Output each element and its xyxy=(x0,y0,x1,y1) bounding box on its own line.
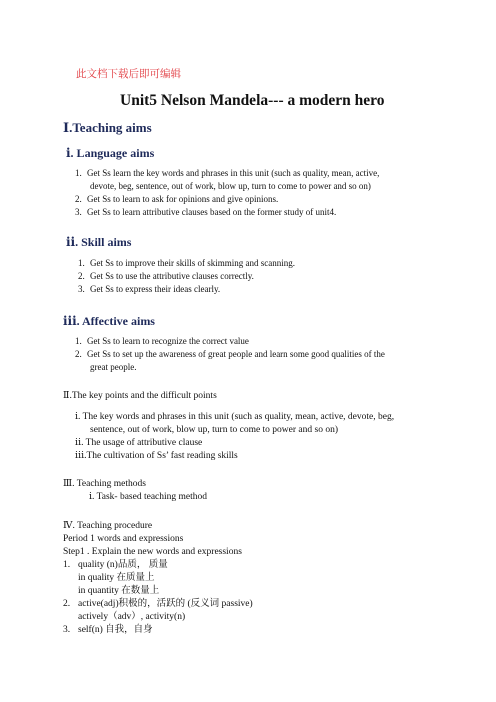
affective-aims-heading: ⅲ. Affective aims xyxy=(63,314,155,328)
skill-aims-heading: ⅱ. Skill aims xyxy=(66,235,132,249)
key-point-1: ⅰ. The key words and phrases in this unit (such as quality, mean, active, devote, beg, xyxy=(75,412,395,422)
download-notice: 此文档下载后即可编辑 xyxy=(76,69,181,80)
skill-aim-1: 1. Get Ss to improve their skills of skimming and scanning. xyxy=(78,258,295,268)
teaching-methods-heading: Ⅲ. Teaching methods xyxy=(63,479,146,489)
vocab-item-2-sub-1: actively（adv）, activity(n) xyxy=(78,612,186,622)
language-aim-1: 1. Get Ss learn the key words and phrases in this unit (such as quality, mean, active, xyxy=(75,168,380,178)
language-aim-3: 3. Get Ss to learn attributive clauses based on the former study of unit4. xyxy=(75,207,337,217)
vocab-item-1: 1. quality (n)品质， 质量 xyxy=(63,560,168,570)
vocab-item-1-sub-1: in quality 在质量上 xyxy=(78,573,155,583)
teaching-method-1: ⅰ. Task- based teaching method xyxy=(89,492,208,502)
skill-aim-2: 2. Get Ss to use the attributive clauses correctly. xyxy=(78,271,254,281)
period-title: Period 1 words and expressions xyxy=(63,534,184,544)
affective-aim-2: 2. Get Ss to set up the awareness of great people and learn some good qualities of the xyxy=(75,349,385,359)
page-title: Unit5 Nelson Mandela--- a modern hero xyxy=(120,92,385,109)
key-point-3: ⅲ.The cultivation of Ss’ fast reading skills xyxy=(75,451,238,461)
vocab-item-2: 2. active(adj)积极的，活跃的 (反义词 passive) xyxy=(63,599,253,609)
key-point-2: ⅱ. The usage of attributive clause xyxy=(75,438,203,448)
affective-aim-2-cont: great people. xyxy=(90,362,137,372)
skill-aim-3: 3. Get Ss to express their ideas clearly. xyxy=(78,284,221,294)
language-aims-heading: ⅰ. Language aims xyxy=(66,146,155,160)
step-title: Step1 . Explain the new words and expressions xyxy=(63,547,242,557)
language-aim-2: 2. Get Ss to learn to ask for opinions and give opinions. xyxy=(75,194,279,204)
vocab-item-1-sub-2: in quantity 在数量上 xyxy=(78,586,160,596)
affective-aim-1: 1. Get Ss to learn to recognize the correct value xyxy=(75,336,249,346)
key-point-1-cont: sentence, out of work, blow up, turn to come to power and so on) xyxy=(90,425,339,435)
teaching-procedure-heading: Ⅳ. Teaching procedure xyxy=(63,521,153,531)
section-teaching-aims: Ⅰ.Teaching aims xyxy=(63,120,152,135)
language-aim-1-cont: devote, beg, sentence, out of work, blow up, turn to come to power and so on) xyxy=(90,181,371,191)
vocab-item-3: 3. self(n) 自我，自身 xyxy=(63,625,153,635)
key-points-heading: Ⅱ.The key points and the difficult points xyxy=(63,391,217,401)
